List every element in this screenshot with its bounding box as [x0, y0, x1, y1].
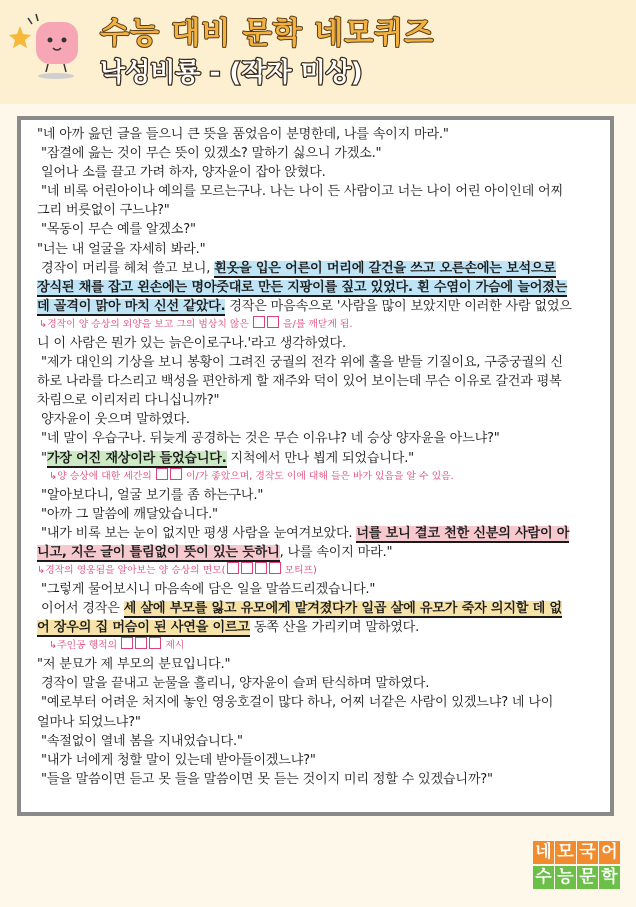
passage-text-span: ": [41, 450, 47, 466]
note-text: ↳경작이 양 승상의 외양을 보고 그의 범상치 않은: [39, 318, 252, 330]
logo-char: 수: [533, 866, 554, 889]
passage-line: 경작이 말을 끝내고 눈물을 흘리니, 양자윤이 슬퍼 탄식하며 말하였다.: [41, 676, 430, 692]
passage-line: [37, 297, 607, 316]
passage-line: "저 분묘가 제 부모의 분묘입니다.": [37, 657, 231, 673]
passage-line: "들을 말씀이면 듣고 못 들을 말씀이면 못 듣는 것이지 미리 정할 수 있겠습니까?": [41, 771, 493, 787]
page-title: 수능 대비 문학 네모퀴즈: [100, 16, 435, 51]
highlight-pink: 너를 보니 결코 천한 신분의 사람이 아: [356, 525, 570, 541]
header-banner: [0, 0, 636, 104]
mascot-icon: [8, 4, 88, 84]
highlight-green: 가장 어진 재상이라 들었습니다.: [46, 450, 227, 466]
passage-line: "너는 내 얼굴을 자세히 봐라.": [37, 241, 206, 257]
blank-box[interactable]: [121, 637, 133, 649]
note-text: 이/가 좋았으며, 경작도 이에 대해 들은 바가 있음을 알 수 있음.: [182, 470, 454, 482]
blank-box[interactable]: [267, 316, 279, 328]
blank-box[interactable]: [135, 637, 147, 649]
note-text: 모티프): [281, 564, 317, 576]
passage-line: 양자윤이 웃으며 말하였다.: [41, 412, 190, 428]
note-text: 을/를 깨닫게 됨.: [279, 318, 353, 330]
highlight-pink: 니고, 지은 글이 틀림없이 뜻이 있는 듯하니: [37, 544, 280, 560]
passage-line: "목동이 무슨 예를 알겠소?": [41, 222, 196, 238]
passage-line: "알아보다니, 얼굴 보기를 좀 하는구나.": [41, 487, 264, 503]
page-subtitle: 낙성비룡 - (작자 미상): [100, 58, 363, 88]
note-text: ↳주인공 행적의: [49, 640, 121, 652]
passage-line: "내가 너에게 청할 말이 있는데 받아들이겠느냐?": [41, 752, 316, 768]
passage-text: [37, 125, 607, 789]
blank-box[interactable]: [170, 468, 182, 480]
passage-line: [37, 278, 607, 297]
logo-char: 모: [555, 841, 576, 864]
passage-text-span: 이어서 경작은: [41, 601, 124, 617]
passage-line: "제가 대인의 기상을 보니 봉황이 그려진 궁궐의 전각 위에 홀을 받들 기질이요, 구중궁궐의 신: [41, 355, 563, 371]
blank-box[interactable]: [255, 562, 267, 574]
blank-box[interactable]: [253, 316, 265, 328]
passage-text-span: "내가 비록 보는 눈이 없지만 평생 사람을 눈여겨보았다.: [41, 525, 357, 541]
passage-line: "네 비록 어린아이나 예의를 모르는구나. 나는 나이 든 사람이고 너는 나이 어린 아이인데 어찌: [41, 184, 563, 200]
passage-line: [37, 599, 607, 618]
passage-line: "아까 그 말씀에 깨달았습니다.": [41, 506, 218, 522]
passage-text-span: 동쪽 산을 가리키며 말하였다.: [249, 620, 420, 636]
passage-line: "네 아까 읊던 글을 들으니 큰 뜻을 품었음이 분명한데, 나를 속이지 마라.": [37, 127, 449, 142]
highlight-yellow: 세 살에 부모를 잃고 유모에게 맡겨졌다가 일곱 살에 유모가 죽자 의지할 데 없: [123, 601, 562, 617]
passage-line: "잠결에 읊는 것이 무슨 뜻이 있겠소? 말하기 싫으니 가겠소.": [41, 146, 382, 162]
quiz-note: [37, 316, 607, 334]
quiz-note: [37, 637, 607, 655]
quiz-note: [37, 562, 607, 580]
passage-text-span: 경작은 마음속으로 '사람을 많이 보았지만 이러한 사람 없었으: [225, 298, 572, 314]
highlight-blue: 흰옷을 입은 어른이 머리에 갈건을 쓰고 오른손에는 보석으로: [214, 260, 556, 276]
passage-line: [37, 449, 607, 468]
logo-char: 네: [533, 841, 554, 864]
highlight-blue: 장식된 채를 잡고 왼손에는 명아줏대로 만든 지팡이를 짚고 있었다. 흰 수염이 가슴에 늘어졌는: [37, 279, 568, 295]
logo-char: 능: [555, 866, 576, 889]
passage-line: "예로부터 어려운 처지에 놓인 영웅호걸이 많다 하나, 어찌 너같은 사람이 있겠느냐? 네 나이: [41, 695, 554, 711]
note-text: 제시: [162, 640, 185, 652]
passage-text-span: 경작이 머리를 헤쳐 쓸고 보니,: [41, 260, 215, 276]
passage-line: 하로 나라를 다스리고 백성을 편안하게 할 재주와 덕이 있어 보이는데 무슨 이유로 갈건과 평복: [37, 374, 562, 390]
passage-line: [37, 543, 607, 562]
quiz-note: [37, 468, 607, 486]
passage-line: [37, 524, 607, 543]
logo-char: 문: [577, 866, 598, 889]
passage-line: "속절없이 열네 봄을 지내었습니다.": [41, 733, 243, 749]
passage-line: "그렇게 물어보시니 마음속에 담은 일을 말씀드리겠습니다.": [41, 581, 376, 597]
highlight-yellow: 어 장우의 집 머슴이 된 사연을 이르고: [37, 620, 250, 636]
note-text: ↳경작의 영웅됨을 알아보는 양 승상의 면모(: [37, 564, 226, 576]
passage-line: 얼마나 되었느냐?": [37, 714, 141, 730]
passage-line: 차림으로 이리저리 다니십니까?": [37, 393, 220, 409]
passage-line: [37, 259, 607, 278]
blank-box[interactable]: [149, 637, 161, 649]
passage-line: 일어나 소를 끌고 가려 하자, 양자윤이 잡아 앉혔다.: [41, 165, 326, 181]
note-text: ↳양 승상에 대한 세간의: [49, 470, 155, 482]
blank-box[interactable]: [241, 562, 253, 574]
brand-logo: [533, 841, 621, 891]
passage-line: "네 말이 우습구나. 뒤늦게 공경하는 것은 무슨 이유냐? 네 승상 양자윤을 아느냐?": [41, 431, 500, 447]
passage-line: 그리 버릇없이 구느냐?": [37, 203, 170, 219]
passage-text-span: , 나를 속이지 마라.": [279, 544, 393, 560]
logo-char: 국: [577, 841, 598, 864]
blank-box[interactable]: [156, 468, 168, 480]
highlight-blue: 데 골격이 맑아 마치 신선 같았다.: [37, 298, 226, 314]
blank-box[interactable]: [269, 562, 281, 574]
blank-box[interactable]: [227, 562, 239, 574]
passage-line: 니 이 사람은 뭔가 있는 늙은이로구나.'라고 생각하였다.: [37, 335, 346, 351]
passage-line: [37, 618, 607, 637]
passage-text-span: 지척에서 만나 뵙게 되었습니다.": [226, 450, 414, 466]
logo-char: 어: [599, 841, 620, 864]
logo-char: 학: [599, 866, 620, 889]
